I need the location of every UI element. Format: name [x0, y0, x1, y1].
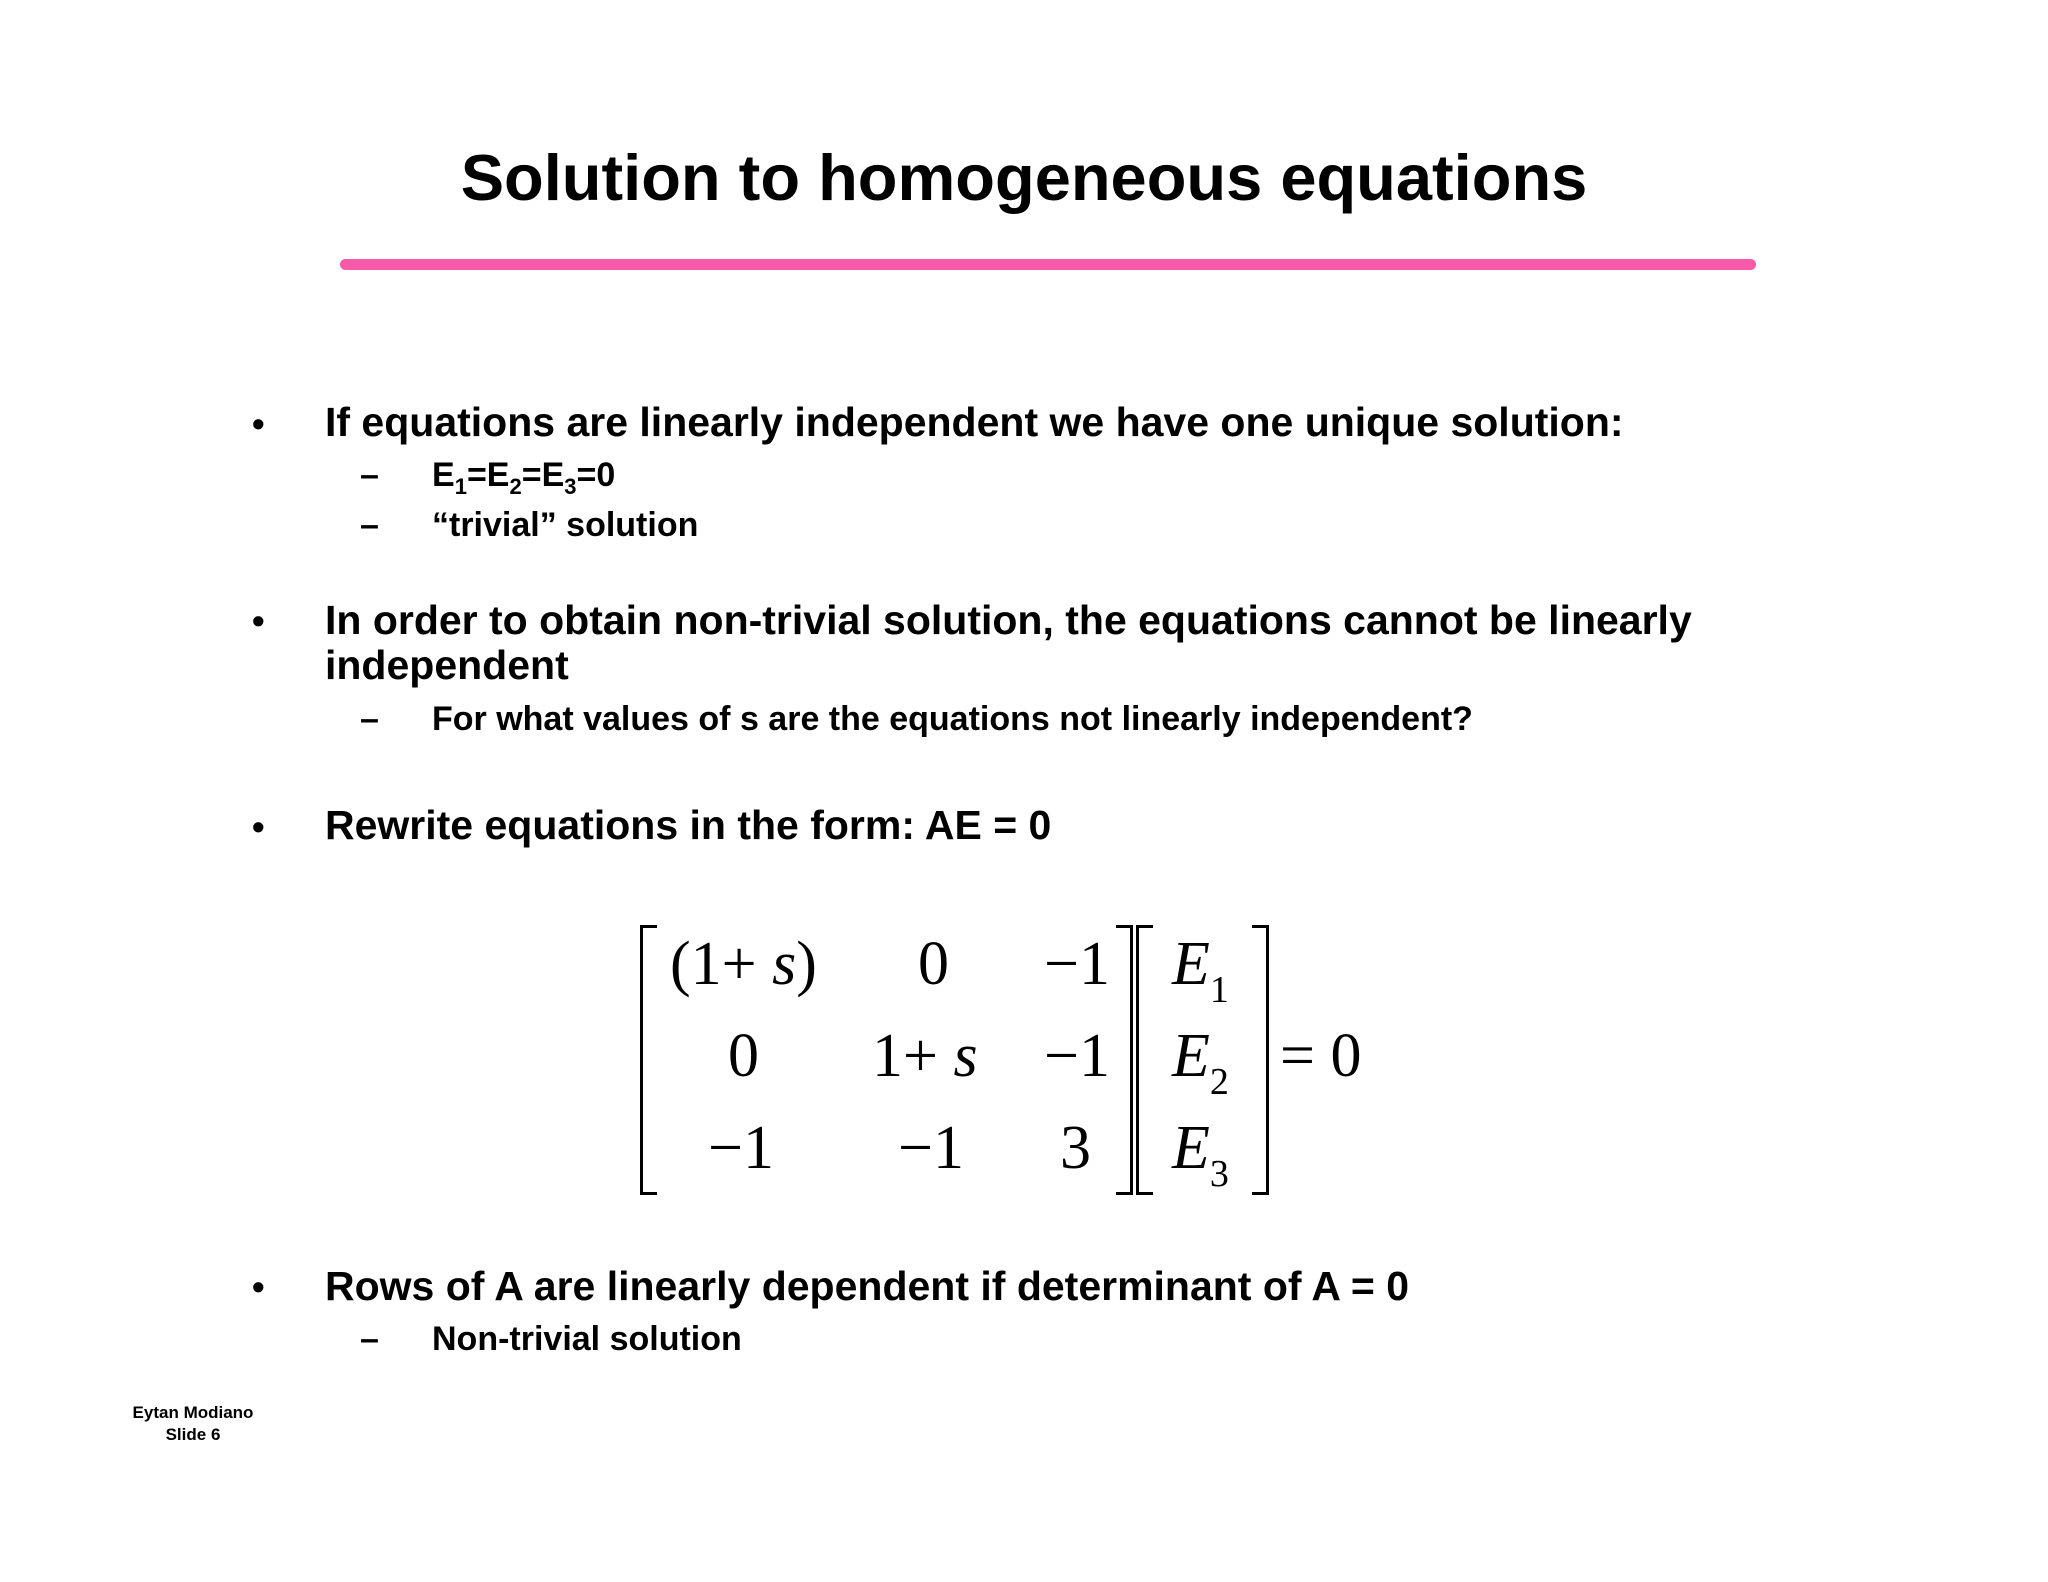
footer-author: Eytan Modiano [132, 1403, 254, 1422]
bullet-marker: • [252, 403, 265, 444]
matrix-a-right-bracket [1116, 925, 1133, 1195]
bullet-1-text: If equations are linearly independent we have one unique solution: [325, 399, 1624, 445]
footer-slide-number: Slide 6 [165, 1425, 221, 1444]
matrix-cell: 3 [1060, 1114, 1091, 1182]
equation-rhs: = 0 [1280, 1022, 1362, 1090]
title-underline [340, 259, 1756, 270]
bullet-marker: • [252, 600, 265, 641]
slide-title: Solution to homogeneous equations [460, 141, 1588, 214]
matrix-cell: −1 [1044, 1022, 1110, 1090]
matrix-cell: 0 [918, 930, 949, 998]
matrix-cell: 1+ s [872, 1022, 978, 1090]
matrix-cell: 0 [728, 1022, 759, 1090]
vector-e-entry: $E_2$ [1172, 1022, 1229, 1103]
bullet-2-text-line-1: In order to obtain non-trivial solution, the equations cannot be linearly [325, 597, 1692, 643]
vector-e-entry: $E_1$ [1172, 930, 1229, 1011]
bullet-1-sub-2: “trivial” solution [432, 506, 699, 544]
bullet-4-text: Rows of A are linearly dependent if determinant of A = 0 [325, 1263, 1410, 1309]
bullet-2-sub-1: For what values of s are the equations not linearly independent? [432, 700, 1473, 738]
bullet-marker: • [252, 1266, 265, 1307]
vector-e-left-bracket [1136, 925, 1153, 1195]
matrix-cell: −1 [898, 1114, 964, 1182]
bullet-3-text: Rewrite equations in the form: AE = 0 [325, 802, 1052, 848]
bullet-marker: • [252, 806, 265, 847]
matrix-cell: −1 [708, 1114, 774, 1182]
matrix-cell: (1+ s) [670, 930, 817, 998]
matrix-equation [640, 925, 1400, 1195]
vector-e-entry: $E_3$ [1172, 1114, 1229, 1195]
vector-e-right-bracket [1252, 925, 1269, 1195]
dash-marker: – [360, 1320, 379, 1358]
bullet-1-sub-1: $E_1=E_2=E_3=0$ [432, 456, 616, 499]
dash-marker: – [360, 456, 379, 494]
matrix-cell: −1 [1044, 930, 1110, 998]
slide-footer [118, 1402, 268, 1446]
dash-marker: – [360, 506, 379, 544]
bullet-4-sub-1: Non-trivial solution [432, 1320, 742, 1358]
dash-marker: – [360, 700, 379, 738]
bullet-2-text-line-2: independent [325, 642, 569, 688]
matrix-a-left-bracket [640, 925, 657, 1195]
